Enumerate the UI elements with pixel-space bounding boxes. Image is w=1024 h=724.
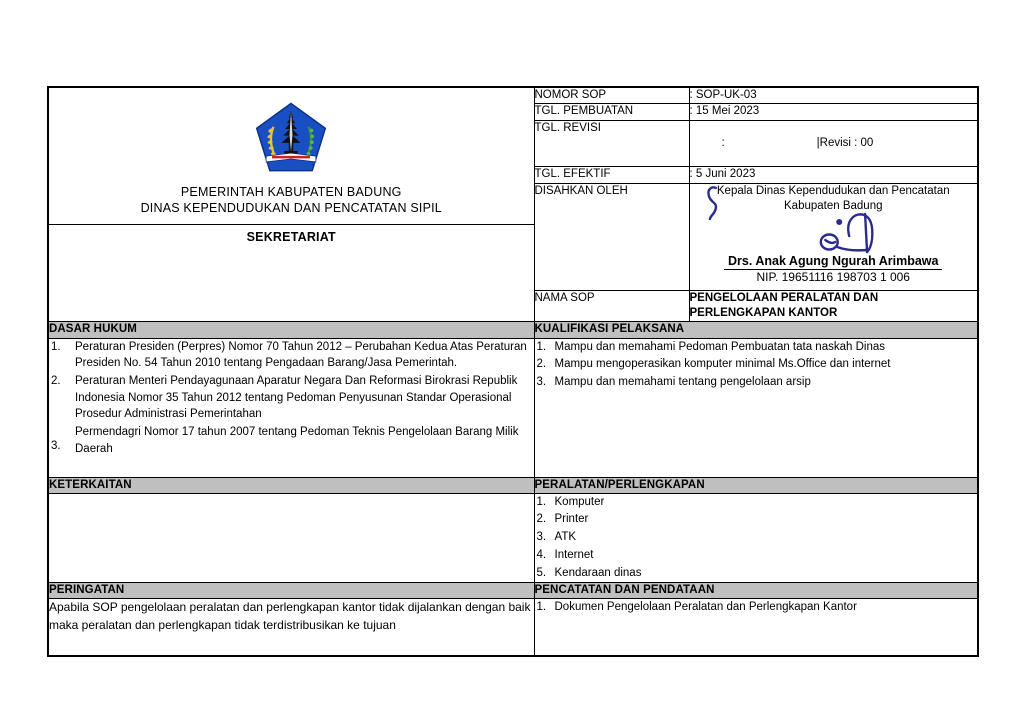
list-text: Permendagri Nomor 17 tahun 2007 tentang Pedoman Teknis Pengelolaan Barang Milik Daerah <box>75 426 519 455</box>
table-row <box>48 87 978 104</box>
list-item <box>535 547 978 564</box>
table-row <box>48 599 978 657</box>
list-marker: 1. <box>536 601 547 614</box>
list-item <box>535 356 978 373</box>
list-text: Peraturan Menteri Pendayagunaan Aparatur Negara Dan Reformasi Birokrasi Republik Indonesia Nomor 35 Tahun 2012 tentang Pedoman Penyusunan Standar Operasional Prosedur Administrasi Pemerintahan <box>75 375 518 420</box>
list-item <box>49 373 534 422</box>
approval-title-line-1: Kepala Dinas Kependudukan dan Pencatatan <box>716 184 950 197</box>
list-item <box>535 565 978 582</box>
section-body-peringatan <box>48 599 534 657</box>
list-text: Mampu mengoperasikan komputer minimal Ms.Office dan internet <box>554 358 891 371</box>
section-body-keterkaitan <box>48 493 534 582</box>
list-text: Komputer <box>554 495 605 508</box>
meta-label-disahkan-oleh: DISAHKAN OLEH <box>534 183 689 290</box>
sop-header-table <box>47 86 979 657</box>
meta-label-tgl-efektif: TGL. EFEKTIF <box>534 167 689 183</box>
meta-value-tgl-pembuatan: : 15 Mei 2023 <box>689 104 978 120</box>
meta-value-nomor-sop: : SOP-UK-03 <box>689 87 978 104</box>
list-marker: 2. <box>536 358 547 371</box>
table-row <box>48 477 978 493</box>
badung-regency-emblem-icon <box>254 102 328 178</box>
section-body-pencatatan <box>534 599 978 657</box>
list-text: Mampu dan memahami tentang pengelolaan arsip <box>554 375 811 388</box>
list-item <box>535 374 978 391</box>
approval-nip: NIP. 19651116 198703 1 006 <box>756 269 910 284</box>
list-item <box>535 529 978 546</box>
section-title-peringatan: PERINGATAN <box>48 583 534 599</box>
section-title-kualifikasi-pelaksana: KUALIFIKASI PELAKSANA <box>534 322 978 338</box>
list-marker: 5. <box>536 566 547 579</box>
list-marker: 1. <box>536 340 547 353</box>
section-title-keterkaitan: KETERKAITAN <box>48 477 534 493</box>
pencatatan-list <box>535 599 978 616</box>
government-line-1: PEMERINTAH KABUPATEN BADUNG <box>180 185 402 199</box>
approval-title <box>690 184 978 215</box>
list-item <box>49 339 534 372</box>
list-item <box>535 511 978 528</box>
kualifikasi-list <box>535 339 978 391</box>
dasar-hukum-list <box>49 339 534 457</box>
table-row <box>48 583 978 599</box>
list-text: Dokumen Pengelolaan Peralatan dan Perlengkapan Kantor <box>554 601 857 614</box>
list-marker: 3. <box>51 440 61 453</box>
list-marker: 1. <box>536 495 547 508</box>
nama-sop-line-1: PENGELOLAAN PERALATAN DAN <box>689 291 879 304</box>
table-row <box>48 493 978 582</box>
peralatan-list <box>535 494 978 581</box>
list-marker: 3. <box>536 375 547 388</box>
meta-label-tgl-revisi: TGL. REVISI <box>534 120 689 167</box>
list-marker: 2. <box>51 375 61 388</box>
peringatan-text: Apabila SOP pengelolaan peralatan dan perlengkapan kantor tidak dijalankan dengan baik maka peralatan dan perlengkapan tidak terdistribusikan ke tujuan <box>49 600 531 632</box>
approval-signature-cell <box>689 183 978 290</box>
approval-title-line-2: Kabupaten Badung <box>784 200 883 213</box>
header-spacer <box>49 245 534 307</box>
section-body-dasar-hukum <box>48 338 534 477</box>
list-item <box>49 424 534 457</box>
table-row <box>48 322 978 338</box>
list-item <box>535 339 978 356</box>
list-text: Peraturan Presiden (Perpres) Nomor 70 Tahun 2012 – Perubahan Kedua Atas Peraturan Presiden No. 54 Tahun 2010 tentang Pengadaan Barang/Jasa Pemerintah. <box>75 340 527 369</box>
revisi-number: |Revisi : 00 <box>816 136 874 149</box>
list-marker: 3. <box>536 531 547 544</box>
list-item <box>535 494 978 511</box>
list-item <box>535 599 978 616</box>
nama-sop-line-2: PERLENGKAPAN KANTOR <box>689 306 838 319</box>
section-body-peralatan <box>534 493 978 582</box>
meta-value-tgl-efektif: : 5 Juni 2023 <box>689 167 978 183</box>
list-marker: 1. <box>51 340 61 353</box>
section-body-kualifikasi-pelaksana <box>534 338 978 477</box>
list-text: Kendaraan dinas <box>554 566 642 579</box>
section-title-dasar-hukum: DASAR HUKUM <box>48 322 534 338</box>
government-line-2: DINAS KEPENDUDUKAN DAN PENCATATAN SIPIL <box>140 201 442 216</box>
list-marker: 4. <box>536 548 547 561</box>
list-text: ATK <box>554 531 577 544</box>
unit-name: SEKRETARIAT <box>246 229 336 244</box>
table-row <box>48 338 978 477</box>
meta-value-tgl-revisi <box>689 120 978 167</box>
section-title-pencatatan: PENCATATAN DAN PENDATAAN <box>534 583 978 599</box>
meta-label-tgl-pembuatan: TGL. PEMBUATAN <box>534 104 689 120</box>
revisi-colon: : <box>721 136 725 149</box>
meta-label-nomor-sop: NOMOR SOP <box>534 87 689 104</box>
meta-label-nama-sop: NAMA SOP <box>534 290 689 322</box>
list-text: Printer <box>554 513 589 526</box>
list-text: Internet <box>554 548 594 561</box>
list-text: Mampu dan memahami Pedoman Pembuatan tata naskah Dinas <box>554 340 885 353</box>
approval-signer-name: Drs. Anak Agung Ngurah Arimbawa <box>690 253 978 270</box>
list-marker: 2. <box>536 513 547 526</box>
meta-value-nama-sop <box>689 290 978 322</box>
section-title-peralatan: PERALATAN/PERLENGKAPAN <box>534 477 978 493</box>
agency-header-cell <box>48 87 534 322</box>
